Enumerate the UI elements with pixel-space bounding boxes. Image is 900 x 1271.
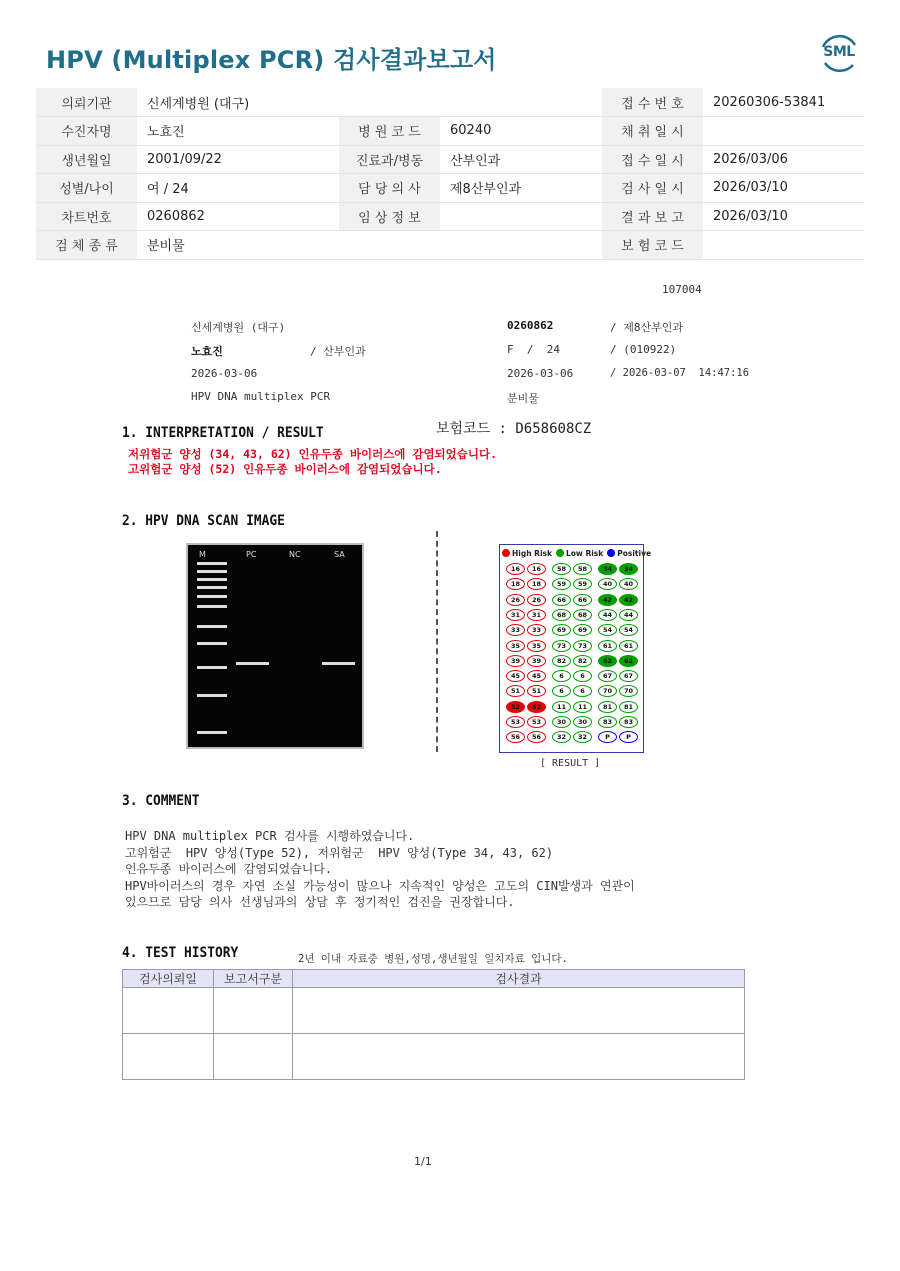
info-value: 산부인과: [440, 145, 602, 174]
result-grid: [499, 544, 652, 753]
hpv-type-cell: 35: [506, 640, 525, 652]
hpv-type-cell: 6: [552, 670, 571, 682]
hpv-type-cell: 62: [619, 655, 638, 667]
info-label: 임 상 정 보: [339, 202, 440, 231]
hpv-type-cell: 30: [573, 716, 592, 728]
hpv-type-cell: 53: [506, 716, 525, 728]
hpv-type-cell: 59: [552, 578, 571, 590]
high-risk-dot-icon: [502, 549, 510, 557]
history-note: 2년 이내 자료중 병원,성명,생년월일 일치자료 입니다.: [298, 953, 568, 965]
hpv-type-cell: 31: [527, 609, 546, 621]
hpv-type-cell: 18: [506, 578, 525, 590]
insurance-code: 보험코드 : D658608CZ: [436, 421, 592, 437]
report-chart-no: 0260862: [507, 319, 554, 332]
info-label: 의뢰기관: [36, 88, 137, 117]
hpv-type-cell: 70: [598, 685, 617, 697]
hpv-type-cell: 56: [506, 731, 525, 743]
info-row: [36, 88, 864, 117]
hpv-type-cell: 6: [552, 685, 571, 697]
hpv-type-cell: 66: [573, 594, 592, 606]
hpv-type-cell: 32: [552, 731, 571, 743]
hpv-type-cell: 66: [552, 594, 571, 606]
hpv-type-cell: 54: [619, 624, 638, 636]
hpv-type-cell: 83: [619, 716, 638, 728]
info-value: 60240: [440, 117, 602, 146]
hpv-type-cell: 30: [552, 716, 571, 728]
info-label: 수진자명: [36, 117, 137, 146]
report-sex-age: F / 24: [507, 343, 560, 356]
sa-band: [322, 662, 355, 665]
hpv-type-cell: 67: [619, 670, 638, 682]
info-value: 20260306-53841: [703, 88, 864, 117]
marker-band: [197, 731, 227, 734]
info-label: 담 당 의 사: [339, 174, 440, 203]
hpv-type-cell: 45: [506, 670, 525, 682]
report-birth: / (010922): [610, 343, 677, 356]
comment-line: 인유두종 바이러스에 감염되었습니다.: [125, 862, 333, 876]
info-value: 여 / 24: [137, 174, 339, 203]
hpv-type-cell: 68: [552, 609, 571, 621]
hpv-type-cell: 59: [573, 578, 592, 590]
grid-legend: [502, 547, 651, 559]
page-title: HPV (Multiplex PCR) 검사결과보고서: [46, 46, 497, 74]
report-date: 2026-03-06: [507, 367, 574, 380]
section-test-history: 4. TEST HISTORY: [122, 945, 239, 961]
info-value: [703, 231, 864, 260]
info-row: [36, 174, 864, 203]
history-header: 검사결과: [293, 970, 745, 988]
report-hospital: 신세계병원 (대구): [191, 321, 286, 334]
comment-line: 고위험군 HPV 양성(Type 52), 저위험군 HPV 양성(Type 34, 43, 62): [125, 845, 554, 860]
result-line: 저위험군 양성 (34, 43, 62) 인유두종 바이러스에 감염되었습니다.: [128, 447, 498, 461]
history-header: 검사의뢰일: [123, 970, 214, 988]
report-patient: 노효진: [191, 345, 223, 358]
info-value: 분비물: [137, 231, 602, 260]
page-number: 1/1: [414, 1155, 432, 1168]
hpv-type-cell: 40: [619, 578, 638, 590]
report-test: HPV DNA multiplex PCR: [191, 390, 331, 403]
hpv-type-cell: 52: [506, 701, 525, 713]
logo-text: SML: [823, 44, 855, 60]
hpv-type-cell: 16: [506, 563, 525, 575]
gel-lane-label: NC: [289, 550, 301, 559]
info-value: 0260862: [137, 202, 339, 231]
info-label: 성별/나이: [36, 174, 137, 203]
hpv-type-cell: 42: [598, 594, 617, 606]
result-line: 고위험군 양성 (52) 인유두종 바이러스에 감염되었습니다.: [128, 462, 442, 476]
report-date: 2026-03-06: [191, 367, 258, 380]
hpv-type-cell: P: [619, 731, 638, 743]
gel-lane-label: M: [199, 550, 206, 559]
section-scan-image: 2. HPV DNA SCAN IMAGE: [122, 513, 285, 529]
info-label: 차트번호: [36, 202, 137, 231]
hpv-type-cell: 35: [527, 640, 546, 652]
hpv-type-cell: 81: [598, 701, 617, 713]
hpv-type-cell: 62: [598, 655, 617, 667]
hpv-type-cell: 68: [573, 609, 592, 621]
sml-logo: [817, 31, 861, 75]
hpv-type-cell: 73: [552, 640, 571, 652]
info-value: 2026/03/10: [703, 202, 864, 231]
info-row: [36, 231, 864, 260]
hpv-type-cell: 6: [573, 670, 592, 682]
hpv-type-cell: 31: [506, 609, 525, 621]
low-risk-dot-icon: [556, 549, 564, 557]
hpv-type-cell: 67: [598, 670, 617, 682]
info-label: 진료과/병동: [339, 145, 440, 174]
hpv-type-cell: 73: [573, 640, 592, 652]
gel-image: [186, 543, 364, 749]
info-value: 신세계병원 (대구): [137, 88, 602, 117]
hpv-type-cell: 52: [527, 701, 546, 713]
hpv-type-cell: 11: [573, 701, 592, 713]
hpv-type-cell: 58: [573, 563, 592, 575]
report-specimen: 분비물: [507, 392, 539, 405]
info-value: 2026/03/10: [703, 174, 864, 203]
info-value: 제8산부인과: [440, 174, 602, 203]
hpv-type-cell: 33: [527, 624, 546, 636]
hpv-type-cell: 69: [573, 624, 592, 636]
marker-band: [197, 694, 227, 697]
marker-band: [197, 595, 227, 598]
legend-label: High Risk: [512, 548, 552, 558]
marker-band: [197, 666, 227, 669]
info-label: 보 험 코 드: [602, 231, 703, 260]
info-row: [36, 145, 864, 174]
info-label: 검 체 종 류: [36, 231, 137, 260]
hpv-type-cell: P: [598, 731, 617, 743]
hpv-type-cell: 26: [527, 594, 546, 606]
info-value: [440, 202, 602, 231]
report-ward: / 제8산부인과: [610, 321, 683, 334]
legend-label: Positive: [617, 548, 652, 558]
gel-lane-label: SA: [334, 550, 345, 559]
marker-band: [197, 625, 227, 628]
hpv-type-cell: 61: [619, 640, 638, 652]
info-label: 결 과 보 고: [602, 202, 703, 231]
positive-dot-icon: [607, 549, 615, 557]
info-row: [36, 202, 864, 231]
marker-band: [197, 642, 227, 645]
hpv-type-cell: 61: [598, 640, 617, 652]
info-label: 접 수 일 시: [602, 145, 703, 174]
info-value: 2026/03/06: [703, 145, 864, 174]
hpv-type-cell: 39: [506, 655, 525, 667]
comment-line: HPV DNA multiplex PCR 검사를 시행하였습니다.: [125, 829, 415, 843]
comment-line: 있으므로 담당 의사 선생님과의 상담 후 정기적인 검진을 권장합니다.: [125, 895, 515, 909]
divider: [436, 531, 438, 752]
info-label: 접 수 번 호: [602, 88, 703, 117]
section-interpretation: 1. INTERPRETATION / RESULT: [122, 425, 324, 441]
hpv-type-cell: 58: [552, 563, 571, 575]
hpv-type-cell: 82: [552, 655, 571, 667]
history-table: [122, 969, 745, 1080]
hpv-type-cell: 44: [619, 609, 638, 621]
report-dept: / 산부인과: [310, 345, 366, 358]
hpv-type-cell: 32: [573, 731, 592, 743]
info-value: 노효진: [137, 117, 339, 146]
info-label: 생년월일: [36, 145, 137, 174]
hpv-type-cell: 26: [506, 594, 525, 606]
hpv-type-cell: 53: [527, 716, 546, 728]
marker-band: [197, 570, 227, 573]
patient-info-table: [36, 88, 864, 260]
hpv-type-cell: 54: [598, 624, 617, 636]
hpv-type-cell: 82: [573, 655, 592, 667]
info-label: 병 원 코 드: [339, 117, 440, 146]
hpv-type-cell: 83: [598, 716, 617, 728]
hpv-type-cell: 11: [552, 701, 571, 713]
hpv-type-cell: 34: [598, 563, 617, 575]
legend-label: Low Risk: [565, 548, 604, 558]
history-row: [123, 988, 745, 1034]
hpv-type-cell: 51: [506, 685, 525, 697]
hpv-type-cell: 34: [619, 563, 638, 575]
history-header: 보고서구분: [214, 970, 293, 988]
comment-line: HPV바이러스의 경우 자연 소실 가능성이 많으나 지속적인 양성은 고도의 CIN발생과 연관이: [125, 878, 635, 893]
hpv-type-cell: 69: [552, 624, 571, 636]
hpv-type-cell: 16: [527, 563, 546, 575]
marker-band: [197, 578, 227, 581]
history-header-row: [123, 970, 745, 988]
report-datetime: / 2026-03-07 14:47:16: [610, 367, 750, 379]
comment-block: [125, 828, 635, 911]
marker-band: [197, 562, 227, 565]
info-value: 2001/09/22: [137, 145, 339, 174]
info-row: [36, 117, 864, 146]
hpv-type-cell: 39: [527, 655, 546, 667]
hpv-type-cell: 44: [598, 609, 617, 621]
marker-band: [197, 605, 227, 608]
gel-lane-label: PC: [246, 550, 257, 559]
hpv-type-cell: 45: [527, 670, 546, 682]
hpv-type-cell: 81: [619, 701, 638, 713]
hpv-type-cell: 51: [527, 685, 546, 697]
report-code: 107004: [662, 283, 702, 296]
info-label: 검 사 일 시: [602, 174, 703, 203]
hpv-type-cell: 40: [598, 578, 617, 590]
section-comment: 3. COMMENT: [122, 793, 200, 809]
pc-band: [236, 662, 269, 665]
marker-band: [197, 586, 227, 589]
info-value: [703, 117, 864, 146]
hpv-type-cell: 56: [527, 731, 546, 743]
history-row: [123, 1034, 745, 1080]
hpv-type-cell: 70: [619, 685, 638, 697]
grid-caption: [ RESULT ]: [540, 758, 601, 769]
hpv-type-cell: 42: [619, 594, 638, 606]
hpv-type-cell: 18: [527, 578, 546, 590]
info-label: 채 취 일 시: [602, 117, 703, 146]
hpv-type-cell: 33: [506, 624, 525, 636]
hpv-type-cell: 6: [573, 685, 592, 697]
